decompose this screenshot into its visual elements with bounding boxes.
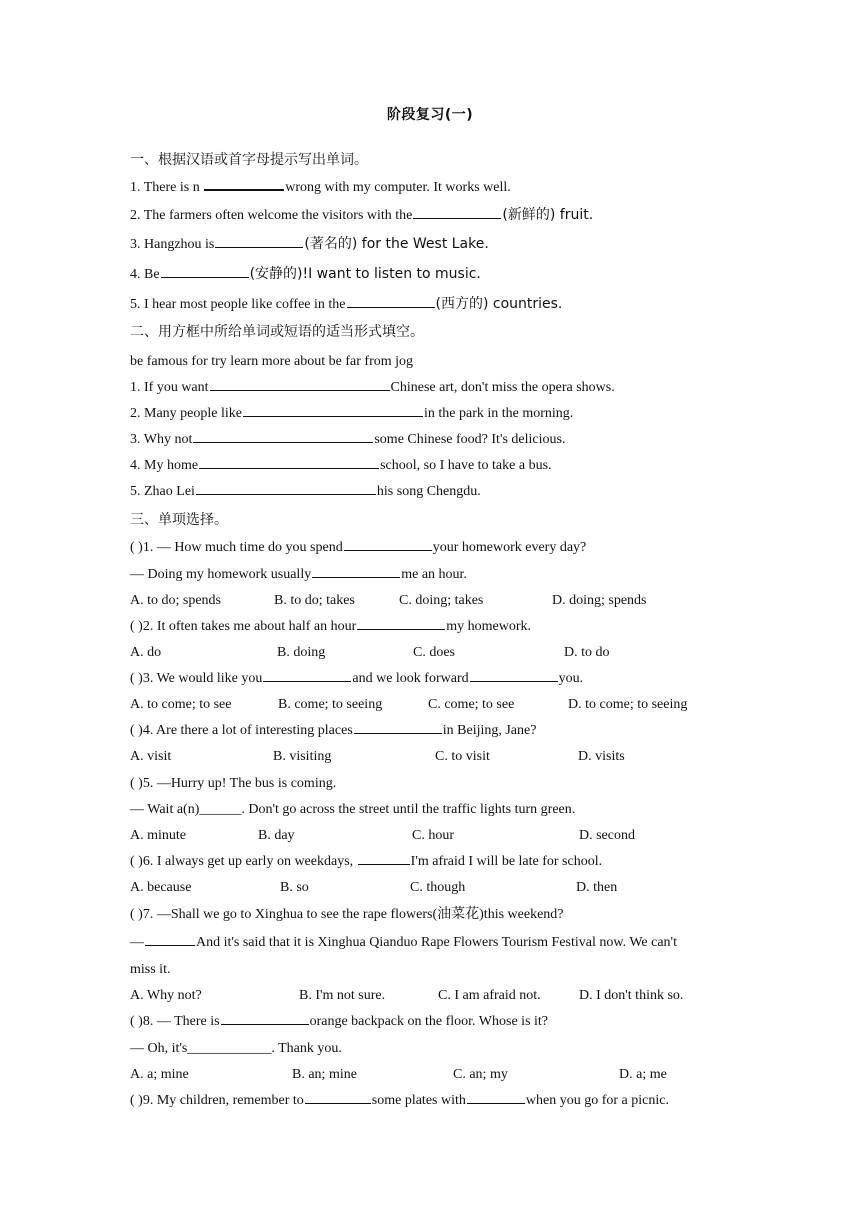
s1-item-5 — [130, 295, 562, 314]
s1-item-1 — [130, 179, 511, 197]
q3-stem — [130, 670, 583, 688]
answer-blank[interactable] — [204, 188, 284, 191]
answer-blank[interactable] — [347, 306, 435, 308]
s1-item-4-post: (安静的)!I want to listen to music. — [249, 266, 481, 282]
q1-stem — [130, 539, 586, 557]
q7-option-c[interactable]: C. I am afraid not. — [438, 988, 541, 1003]
answer-blank[interactable] — [161, 276, 249, 278]
q2-option-a[interactable]: A. do — [130, 645, 162, 660]
q8-option-c[interactable]: C. an; my — [453, 1067, 508, 1082]
q3-option-c[interactable]: C. come; to see — [428, 697, 515, 712]
q6-stem-b: I'm afraid I will be late for school. — [410, 854, 603, 869]
q1-option-d[interactable]: D. doing; spends — [552, 593, 647, 608]
q9-stem-a: ( )9. My children, remember to — [130, 1093, 304, 1108]
answer-blank[interactable] — [467, 1102, 525, 1104]
q3-stem-b: and we look forward — [352, 671, 469, 686]
q8-stem-b: orange backpack on the floor. Whose is it? — [309, 1014, 549, 1029]
q7-option-d[interactable]: D. I don't think so. — [579, 988, 684, 1003]
q3-option-b[interactable]: B. come; to seeing — [278, 697, 383, 712]
q6-option-b[interactable]: B. so — [280, 880, 309, 895]
answer-blank[interactable] — [145, 944, 195, 946]
answer-blank[interactable] — [196, 493, 376, 495]
q4-option-d[interactable]: D. visits — [578, 749, 625, 764]
s2-item-3-pre: 3. Why not — [130, 432, 193, 447]
q8-option-a[interactable]: A. a; mine — [130, 1067, 189, 1082]
q1-option-b[interactable]: B. to do; takes — [274, 593, 355, 608]
s2-item-1-pre: 1. If you want — [130, 380, 209, 395]
answer-blank[interactable] — [199, 467, 379, 469]
q7-stem: ( )7. —Shall we go to Xinghua to see the rape flowers(油菜花)this weekend? — [130, 907, 564, 922]
q9-stem-b: some plates with — [371, 1093, 466, 1108]
q8-option-b[interactable]: B. an; mine — [292, 1067, 357, 1082]
answer-blank[interactable] — [215, 246, 303, 248]
answer-blank[interactable] — [312, 576, 400, 578]
s2-item-4 — [130, 457, 552, 475]
q2-stem-b: my homework. — [446, 619, 532, 634]
s1-item-4 — [130, 265, 481, 284]
q6-stem-a: ( )6. I always get up early on weekdays, — [130, 854, 357, 869]
section-2-heading: 二、用方框中所给单词或短语的适当形式填空。 — [130, 324, 424, 340]
q2-stem — [130, 618, 531, 636]
q4-option-c[interactable]: C. to visit — [435, 749, 490, 764]
q2-option-c[interactable]: C. does — [413, 645, 455, 660]
s1-item-1-post: wrong with my computer. It works well. — [285, 180, 511, 195]
word-box: be famous for try learn more about be far from jog — [130, 354, 414, 369]
answer-blank[interactable] — [413, 217, 501, 219]
q7-option-b[interactable]: B. I'm not sure. — [299, 988, 386, 1003]
q1-option-c[interactable]: C. doing; takes — [399, 593, 484, 608]
s1-item-4-pre: 4. Be — [130, 267, 160, 282]
q8-stem — [130, 1013, 548, 1031]
q8-stem-a: ( )8. — There is — [130, 1014, 220, 1029]
answer-blank[interactable] — [470, 680, 558, 682]
s1-item-1-pre: 1. There is n — [130, 180, 204, 195]
q8-option-d[interactable]: D. a; me — [619, 1067, 667, 1082]
q5-option-c[interactable]: C. hour — [412, 828, 454, 843]
s2-item-2-post: in the park in the morning. — [423, 406, 574, 421]
q1-option-a[interactable]: A. to do; spends — [130, 593, 221, 608]
section-1-heading: 一、根据汉语或首字母提示写出单词。 — [130, 152, 368, 168]
s2-item-3 — [130, 431, 565, 449]
q5-option-d[interactable]: D. second — [579, 828, 635, 843]
q6-option-c[interactable]: C. though — [410, 880, 466, 895]
answer-blank[interactable] — [344, 549, 432, 551]
q9-stem — [130, 1092, 669, 1110]
q9-stem-c: when you go for a picnic. — [525, 1093, 669, 1108]
q1-stem-b: your homework every day? — [432, 540, 587, 555]
q3-stem-c: you. — [558, 671, 584, 686]
q7-line2 — [130, 934, 677, 952]
s2-item-3-post: some Chinese food? It's delicious. — [374, 432, 566, 447]
s2-item-2-pre: 2. Many people like — [130, 406, 242, 421]
answer-blank[interactable] — [210, 389, 390, 391]
s1-item-3-pre: 3. Hangzhou is — [130, 237, 215, 252]
answer-blank[interactable] — [358, 863, 410, 865]
q1-line2 — [130, 566, 467, 584]
answer-blank[interactable] — [221, 1023, 309, 1025]
q7-line2-a: — — [130, 935, 144, 950]
answer-blank[interactable] — [305, 1102, 371, 1104]
q6-stem — [130, 853, 602, 871]
q1-line2-b: me an hour. — [401, 567, 467, 582]
answer-blank[interactable] — [243, 415, 423, 417]
q4-option-b[interactable]: B. visiting — [273, 749, 332, 764]
q4-stem-b: in Beijing, Jane? — [442, 723, 537, 738]
q3-option-d[interactable]: D. to come; to seeing — [568, 697, 688, 712]
q8-line2: — Oh, it's____________. Thank you. — [130, 1041, 342, 1056]
page-title: 阶段复习(一) — [386, 107, 474, 123]
s2-item-5 — [130, 483, 481, 501]
answer-blank[interactable] — [354, 732, 442, 734]
s2-item-4-post: school, so I have to take a bus. — [380, 458, 552, 473]
answer-blank[interactable] — [357, 628, 445, 630]
s1-item-5-pre: 5. I hear most people like coffee in the — [130, 297, 346, 312]
q2-option-b[interactable]: B. doing — [277, 645, 326, 660]
q1-line2-a: — Doing my homework usually — [130, 567, 312, 582]
s2-item-1 — [130, 379, 615, 397]
s1-item-2 — [130, 206, 593, 225]
q5-stem: ( )5. —Hurry up! The bus is coming. — [130, 776, 337, 791]
s1-item-5-post: (西方的) countries. — [435, 296, 563, 312]
q4-option-a[interactable]: A. visit — [130, 749, 172, 764]
answer-blank[interactable] — [193, 441, 373, 443]
q3-stem-a: ( )3. We would like you — [130, 671, 263, 686]
q6-option-d[interactable]: D. then — [576, 880, 618, 895]
s1-item-2-post: (新鲜的) fruit. — [502, 207, 594, 223]
s1-item-2-pre: 2. The farmers often welcome the visitors with the — [130, 208, 413, 223]
q2-stem-a: ( )2. It often takes me about half an hour — [130, 619, 357, 634]
q3-option-a[interactable]: A. to come; to see — [130, 697, 232, 712]
q4-stem — [130, 722, 536, 740]
s1-item-3-post: (著名的) for the West Lake. — [304, 236, 489, 252]
q4-stem-a: ( )4. Are there a lot of interesting places — [130, 723, 353, 738]
q5-option-a[interactable]: A. minute — [130, 828, 186, 843]
s2-item-5-pre: 5. Zhao Lei — [130, 484, 195, 499]
s2-item-4-pre: 4. My home — [130, 458, 199, 473]
q7-option-a[interactable]: A. Why not? — [130, 988, 202, 1003]
q6-option-a[interactable]: A. because — [130, 880, 192, 895]
s2-item-2 — [130, 405, 573, 423]
s2-item-5-post: his song Chengdu. — [376, 484, 481, 499]
section-3-heading: 三、单项选择。 — [130, 512, 228, 528]
s2-item-1-post: Chinese art, don't miss the opera shows. — [390, 380, 615, 395]
q7-line3: miss it. — [130, 962, 171, 977]
q1-stem-a: ( )1. — How much time do you spend — [130, 540, 343, 555]
q2-option-d[interactable]: D. to do — [564, 645, 610, 660]
q7-line2-b: And it's said that it is Xinghua Qianduo Rape Flowers Tourism Festival now. We can't — [196, 935, 677, 950]
answer-blank[interactable] — [263, 680, 351, 682]
s1-item-3 — [130, 235, 489, 254]
q5-line2: — Wait a(n)______. Don't go across the street until the traffic lights turn green. — [130, 802, 576, 817]
q5-option-b[interactable]: B. day — [258, 828, 295, 843]
